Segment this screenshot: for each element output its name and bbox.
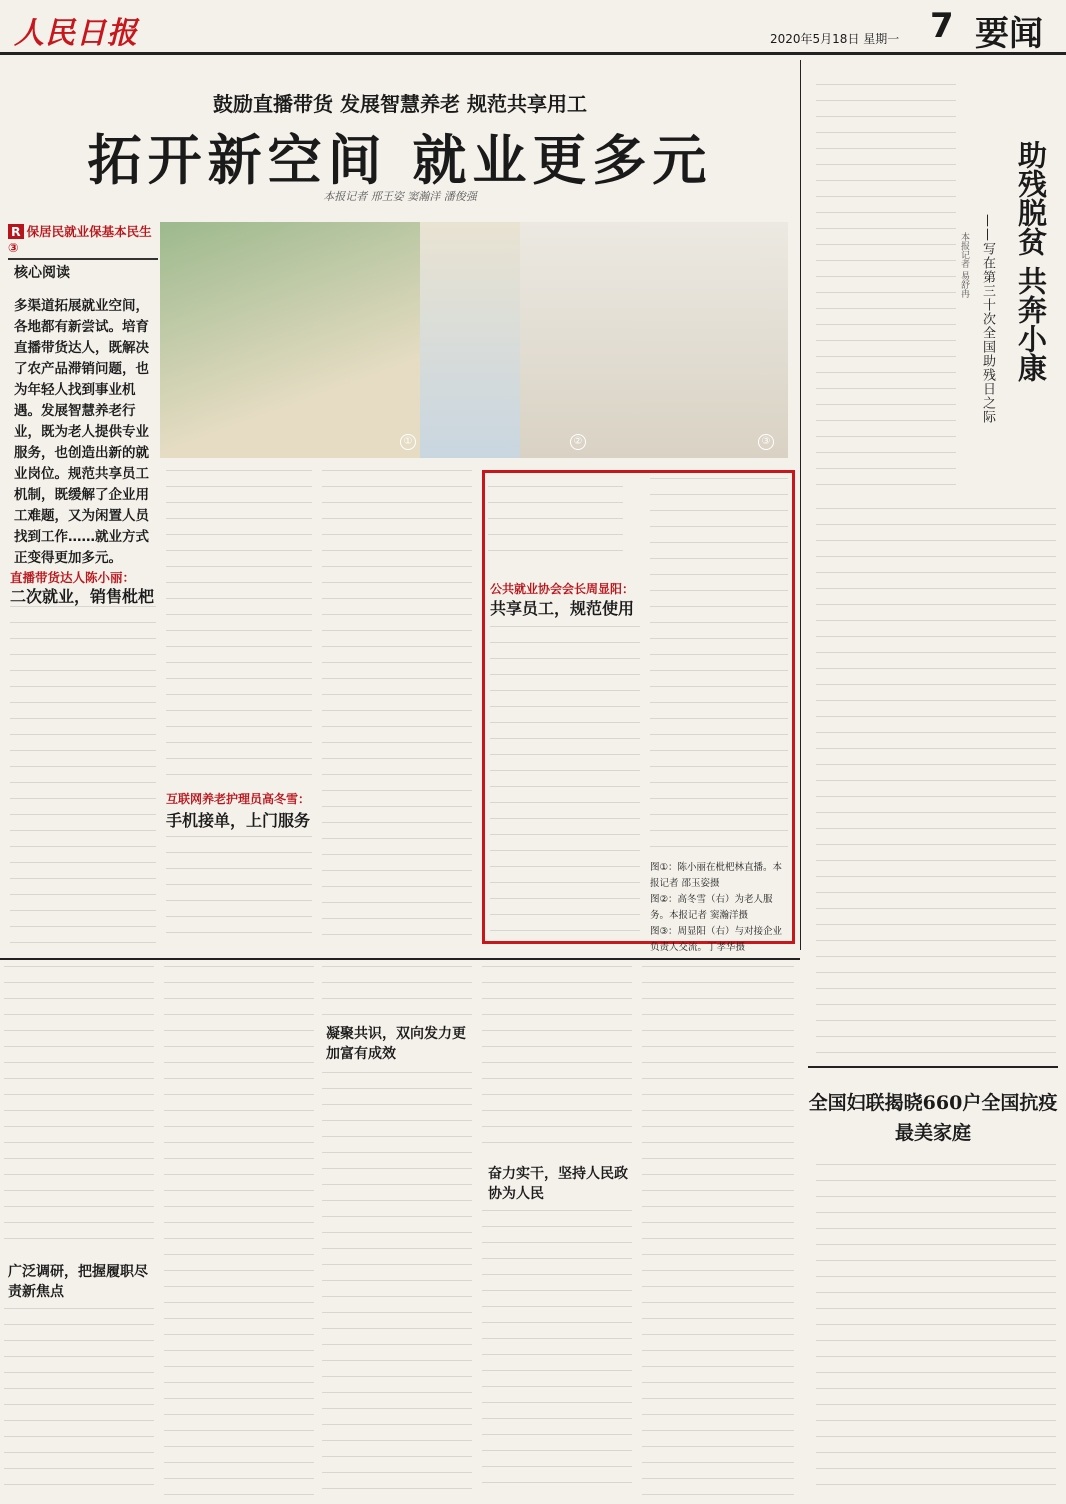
bottom-subhead-a: 广泛调研，把握履职尽责新焦点 [8, 1264, 148, 1300]
bottom-column-5 [642, 966, 794, 1496]
side-subtitle: ——写在第三十次全国助残日之际 [980, 214, 995, 424]
series-label: 保居民就业保基本民生③ [8, 224, 152, 255]
newspaper-logo: 人民日报 [14, 16, 138, 51]
bottom-column-4 [482, 1210, 632, 1496]
right-bottom-body [816, 1164, 1056, 1496]
bottom-subhead-c: 奋力实干，坚持人民政协为人民 [488, 1166, 628, 1202]
caption-1: 图①：陈小丽在枇杷林直播。本报记者 邵玉姿摄 [650, 862, 783, 889]
highlight-column-b [650, 478, 788, 854]
bottom-column-4-top [482, 966, 632, 1156]
lead-kicker: 鼓励直播带货 发展智慧养老 规范共享用工 [213, 92, 587, 116]
subhead-1-title: 二次就业，销售枇杷 [10, 587, 155, 606]
photo-marker-2: ② [570, 434, 586, 450]
subhead-2-kicker: 互联网养老护理员高冬雪： [166, 792, 311, 806]
photo-meeting [520, 222, 788, 458]
photo-marker-3: ③ [758, 434, 774, 450]
subhead-3-title: 共享员工，规范使用 [490, 599, 635, 618]
highlight-column-a [490, 626, 640, 936]
lead-headline: 拓开新空间 就业更多元 [87, 128, 713, 192]
subhead-3-kicker: 公共就业协会会长周显阳： [490, 582, 635, 596]
page-number: 7 [930, 6, 954, 46]
subhead-2-title: 手机接单，上门服务 [166, 811, 311, 830]
core-reading-text: 多渠道拓展就业空间，各地都有新尝试。培育直播带货达人，既解决了农产品滞销问题，也为年轻人找到事业机遇。发展智慧养老行业，既为老人提供专业服务，也创造出新的就业岗位。规范共享员工机制，既缓解了企业用工难题，又为闲置人员找到工作……就业方式正变得更加多元。 [14, 298, 149, 566]
section-name: 要闻 [975, 14, 1043, 54]
photo-captions [650, 860, 790, 956]
column-divider [800, 60, 801, 950]
bottom-column-2 [164, 966, 314, 1496]
lead-byline: 本报记者 邢王姿 窦瀚洋 潘俊强 [323, 190, 477, 203]
photo-livestream [160, 222, 420, 458]
bottom-column-1 [4, 966, 154, 1250]
side-byline: 本报记者 易舒冉 [959, 232, 969, 298]
section-divider [0, 958, 800, 960]
side-column-body [816, 508, 1056, 1054]
side-headline: 助残脱贫 共奔小康 [1014, 140, 1048, 383]
photo-marker-1: ① [400, 434, 416, 450]
core-reading-title: 核心阅读 [14, 265, 70, 281]
series-tag [8, 222, 158, 255]
bottom-column-3 [322, 1072, 472, 1496]
series-r-icon: R [8, 224, 24, 239]
caption-3: 图③：周显阳（右）与对接企业负责人交流。丁孝华摄 [650, 926, 783, 953]
article-column-2b [166, 836, 312, 946]
caption-2: 图②：高冬雪（右）为老人服务。本报记者 窦瀚洋摄 [650, 894, 773, 921]
right-divider [808, 1066, 1058, 1068]
article-column-3 [322, 470, 472, 946]
subhead-1-kicker: 直播带货达人陈小丽： [10, 570, 136, 585]
issue-date: 2020年5月18日 星期一 [770, 32, 900, 46]
side-column-top [816, 84, 956, 500]
right-bottom-headline: 全国妇联揭晓660户全国抗疫最美家庭 [808, 1092, 1058, 1144]
photo-caregiver [420, 222, 520, 458]
lead-photo [160, 222, 788, 458]
article-column-2 [166, 470, 312, 780]
masthead [0, 0, 1066, 55]
bottom-subhead-b: 凝聚共识，双向发力更加富有成效 [326, 1026, 466, 1062]
article-column-1 [10, 606, 156, 954]
bottom-column-3-top [322, 966, 472, 1016]
bottom-column-1b [4, 1308, 154, 1498]
